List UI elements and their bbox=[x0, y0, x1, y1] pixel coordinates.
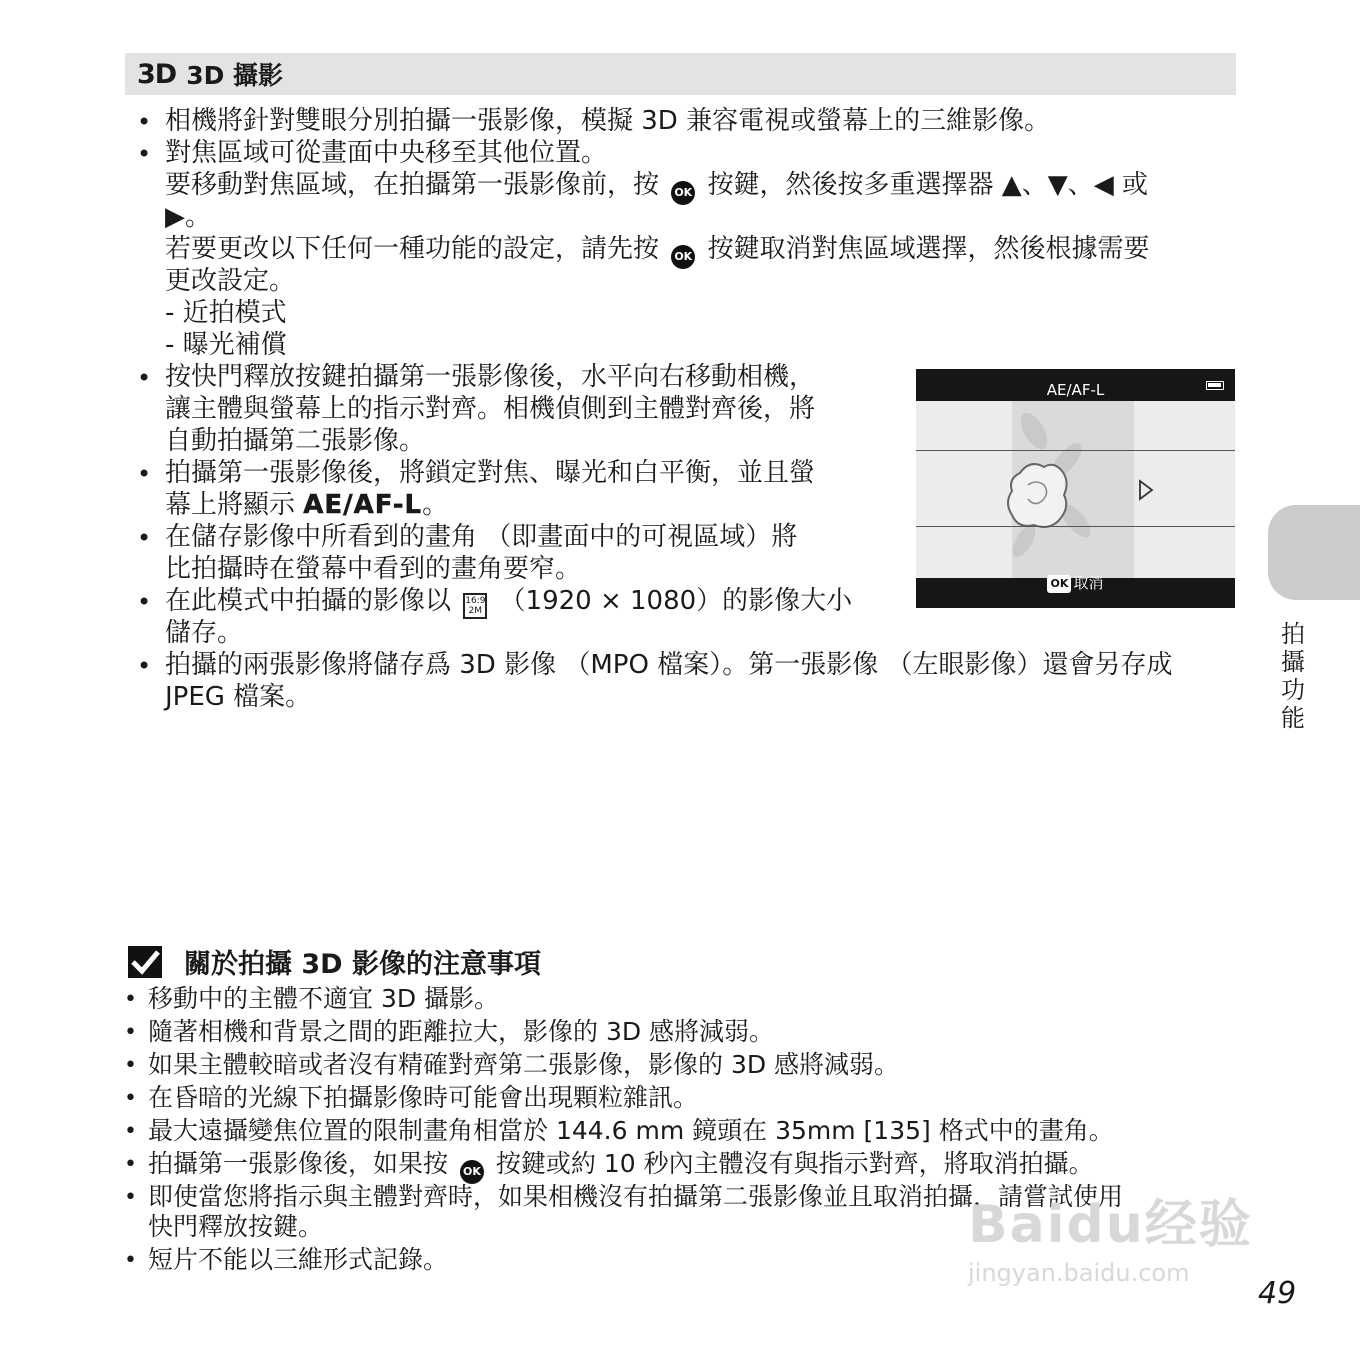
bullet-text: 更改設定。 bbox=[165, 266, 296, 296]
bullet: • bbox=[137, 652, 152, 680]
bullet-text: 比拍攝時在螢幕中看到的畫角要窄。 bbox=[165, 554, 582, 584]
bullet-text: 相機將針對雙眼分別拍攝一張影像，模擬 3D 兼容電視或螢幕上的三維影像。 bbox=[165, 106, 1051, 136]
note-text: 在昏暗的光線下拍攝影像時可能會出現顆粒雜訊。 bbox=[148, 1083, 699, 1112]
bullet: • bbox=[137, 524, 152, 552]
bullet: • bbox=[124, 1086, 137, 1111]
ok-button-icon: OK bbox=[1047, 575, 1071, 593]
ae-af-lock-label: AE/AF-L bbox=[1046, 381, 1105, 399]
note-text: 即使當您將指示與主體對齊時，如果相機沒有拍攝第二張影像並且取消拍攝，請嘗試使用 bbox=[148, 1182, 1124, 1211]
note-text: 最大遠攝變焦位置的限制畫角相當於 144.6 mm 鏡頭在 35mm [135] 格式中的畫角。 bbox=[148, 1116, 1114, 1145]
bullet: • bbox=[124, 1185, 137, 1210]
guide-line bbox=[916, 526, 1235, 527]
chapter-tab bbox=[1268, 505, 1360, 600]
3d-mode-icon: 3D bbox=[137, 58, 177, 90]
bullet: • bbox=[124, 987, 137, 1012]
section-title: 3D 攝影 bbox=[186, 61, 284, 90]
bullet: • bbox=[137, 140, 152, 168]
bullet-text: 自動拍攝第二張影像。 bbox=[165, 426, 426, 456]
watermark bbox=[968, 1182, 1253, 1287]
bullet: • bbox=[137, 588, 152, 616]
bullet: • bbox=[137, 460, 152, 488]
cancel-hint: OK 取消 bbox=[916, 572, 1235, 593]
bullet-text: 對焦區域可從畫面中央移至其他位置。 bbox=[165, 138, 608, 168]
bullet-text: 拍攝第一張影像後，將鎖定對焦、曝光和白平衡，並且螢 bbox=[165, 458, 816, 488]
watermark-url: jingyan.baidu.com bbox=[968, 1259, 1190, 1287]
bullet: • bbox=[124, 1248, 137, 1273]
watermark-logo: Baidu经验 bbox=[968, 1195, 1253, 1255]
bullet-text: 拍攝的兩張影像將儲存爲 3D 影像 （MPO 檔案）。第一張影像 （左眼影像）還會另存成 bbox=[165, 650, 1173, 680]
bullet-text: ▶。 bbox=[165, 202, 211, 232]
ok-button-icon: OK bbox=[671, 245, 695, 269]
bullet: • bbox=[137, 364, 152, 392]
bullet-text: 按快門釋放按鍵拍攝第一張影像後，水平向右移動相機， bbox=[165, 362, 816, 392]
ghost-subject-image bbox=[916, 401, 1235, 578]
bullet-text: 幕上將顯示 AE/AF-L。 bbox=[165, 490, 449, 520]
sub-item: - 曝光補償 bbox=[165, 330, 287, 360]
note-text: 如果主體較暗或者沒有精確對齊第二張影像，影像的 3D 感將減弱。 bbox=[148, 1050, 900, 1079]
bullet-text: JPEG 檔案。 bbox=[165, 682, 312, 712]
bullet: • bbox=[137, 108, 152, 136]
bullet: • bbox=[124, 1119, 137, 1144]
chapter-label: 拍 攝 功 能 bbox=[1281, 620, 1305, 732]
page-number: 49 bbox=[1258, 1276, 1297, 1311]
note-text: 短片不能以三維形式記錄。 bbox=[148, 1245, 449, 1274]
move-right-arrow-icon bbox=[1138, 479, 1154, 501]
ok-button-icon: OK bbox=[460, 1160, 484, 1184]
note-text: 拍攝第一張影像後，如果按 OK 按鍵或約 10 秒內主體沒有與指示對齊，將取消拍攝。 bbox=[148, 1148, 1094, 1184]
notes-title: 關於拍攝 3D 影像的注意事項 bbox=[128, 942, 541, 981]
bullet-text: 若要更改以下任何一種功能的設定，請先按 OK 按鍵取消對焦區域選擇，然後根據需要 bbox=[165, 233, 1150, 269]
guide-line bbox=[916, 450, 1235, 451]
bullet-text: 在儲存影像中所看到的畫角 （即畫面中的可視區域）將 bbox=[165, 522, 798, 552]
battery-icon bbox=[1206, 381, 1224, 390]
sub-item: - 近拍模式 bbox=[165, 298, 287, 328]
bullet-text: 讓主體與螢幕上的指示對齊。相機偵側到主體對齊後，將 bbox=[165, 394, 816, 424]
note-text: 快門釋放按鍵。 bbox=[148, 1212, 324, 1241]
bullet: • bbox=[124, 1053, 137, 1078]
bullet-text: 在此模式中拍攝的影像以 16:9 2M （1920 × 1080）的影像大小 bbox=[165, 585, 852, 619]
camera-screen-illustration bbox=[916, 369, 1235, 608]
bullet: • bbox=[124, 1152, 137, 1177]
section-header bbox=[125, 53, 1236, 95]
note-text: 隨著相機和背景之間的距離拉大，影像的 3D 感將減弱。 bbox=[148, 1017, 775, 1046]
bullet: • bbox=[124, 1020, 137, 1045]
ok-button-icon: OK bbox=[671, 181, 695, 205]
live-view bbox=[916, 401, 1235, 578]
ae-af-lock-indicator: AE/AF-L bbox=[303, 490, 423, 520]
note-text: 移動中的主體不適宜 3D 攝影。 bbox=[148, 984, 500, 1013]
checkmark-icon bbox=[128, 946, 162, 978]
bullet-text: 儲存。 bbox=[165, 618, 244, 648]
image-size-icon: 16:9 2M bbox=[463, 593, 487, 619]
bullet-text: 要移動對焦區域，在拍攝第一張影像前，按 OK 按鍵，然後按多重選擇器 ▲、▼、◀ 或 bbox=[165, 169, 1148, 205]
